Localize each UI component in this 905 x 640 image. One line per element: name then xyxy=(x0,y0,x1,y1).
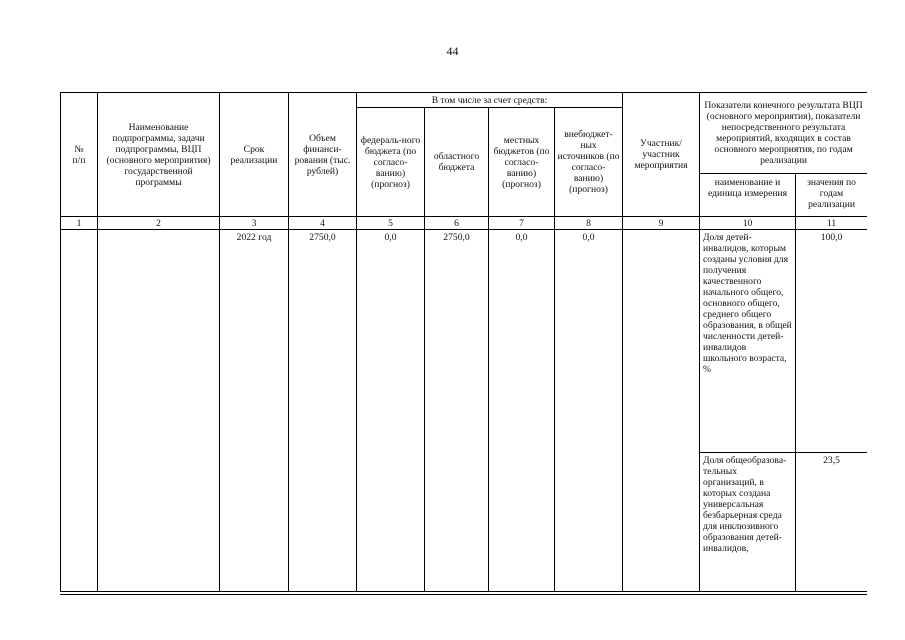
header-indicator-name: наименование и единица измерения xyxy=(700,174,796,217)
row-participant-cell xyxy=(623,230,700,592)
column-number: 8 xyxy=(555,217,623,230)
indicator-value-cell: 23,5 xyxy=(796,453,867,592)
row-local-cell: 0,0 xyxy=(489,230,555,592)
table-row xyxy=(61,230,868,453)
row-num-cell xyxy=(61,230,98,592)
column-number: 3 xyxy=(220,217,289,230)
column-number: 6 xyxy=(425,217,489,230)
program-table-sheet xyxy=(60,92,867,595)
column-number: 4 xyxy=(289,217,357,230)
header-extrabudget: внебюджет-ных источников (по согласо-ванию) (прогноз) xyxy=(555,108,623,217)
header-federal: федераль-ного бюджета (по согласо-ванию) (прогноз) xyxy=(357,108,425,217)
header-sources-group: В том числе за счет средств: xyxy=(357,93,623,108)
column-number: 10 xyxy=(700,217,796,230)
column-number: 5 xyxy=(357,217,425,230)
column-number: 11 xyxy=(796,217,867,230)
header-num: № п/п xyxy=(61,93,98,217)
page-number: 44 xyxy=(446,44,459,58)
header-participant: Участник/ участник мероприятия xyxy=(623,93,700,217)
header-indicator-value: значения по годам реализации xyxy=(796,174,867,217)
column-numbers-row xyxy=(61,217,868,230)
column-number: 7 xyxy=(489,217,555,230)
row-federal-cell: 0,0 xyxy=(357,230,425,592)
indicator-value-cell: 100,0 xyxy=(796,230,867,453)
row-volume-cell: 2750,0 xyxy=(289,230,357,592)
column-number: 9 xyxy=(623,217,700,230)
header-name: Наименование подпрограммы, задачи подпрограммы, ВЦП (основного мероприятия) государственной программы xyxy=(98,93,220,217)
row-extrabudget-cell: 0,0 xyxy=(555,230,623,592)
indicator-name-cell: Доля общеобразова-тельных организаций, в которых создана универсальная безбарьерная среда для инклюзивного образования детей-инвалидов, xyxy=(700,453,796,592)
program-table xyxy=(60,92,867,592)
header-volume: Объем финанси-рования (тыс. рублей) xyxy=(289,93,357,217)
header-regional: областного бюджета xyxy=(425,108,489,217)
header-local: местных бюджетов (по согласо-ванию) (прогноз) xyxy=(489,108,555,217)
row-regional-cell: 2750,0 xyxy=(425,230,489,592)
column-number: 1 xyxy=(61,217,98,230)
row-term-cell: 2022 год xyxy=(220,230,289,592)
header-indicators-group: Показатели конечного результата ВЦП (основного мероприятия), показатели непосредственного результата мероприятий, входящих в состав основного мероприятия, по годам реализации xyxy=(700,93,867,174)
column-number: 2 xyxy=(98,217,220,230)
header-term: Срок реализации xyxy=(220,93,289,217)
row-name-cell xyxy=(98,230,220,592)
indicator-name-cell: Доля детей-инвалидов, которым созданы условия для получения качественного начального общего, основного общего, среднего общего образования, в общей численности детей-инвалидов школьного возраста, % xyxy=(700,230,796,453)
